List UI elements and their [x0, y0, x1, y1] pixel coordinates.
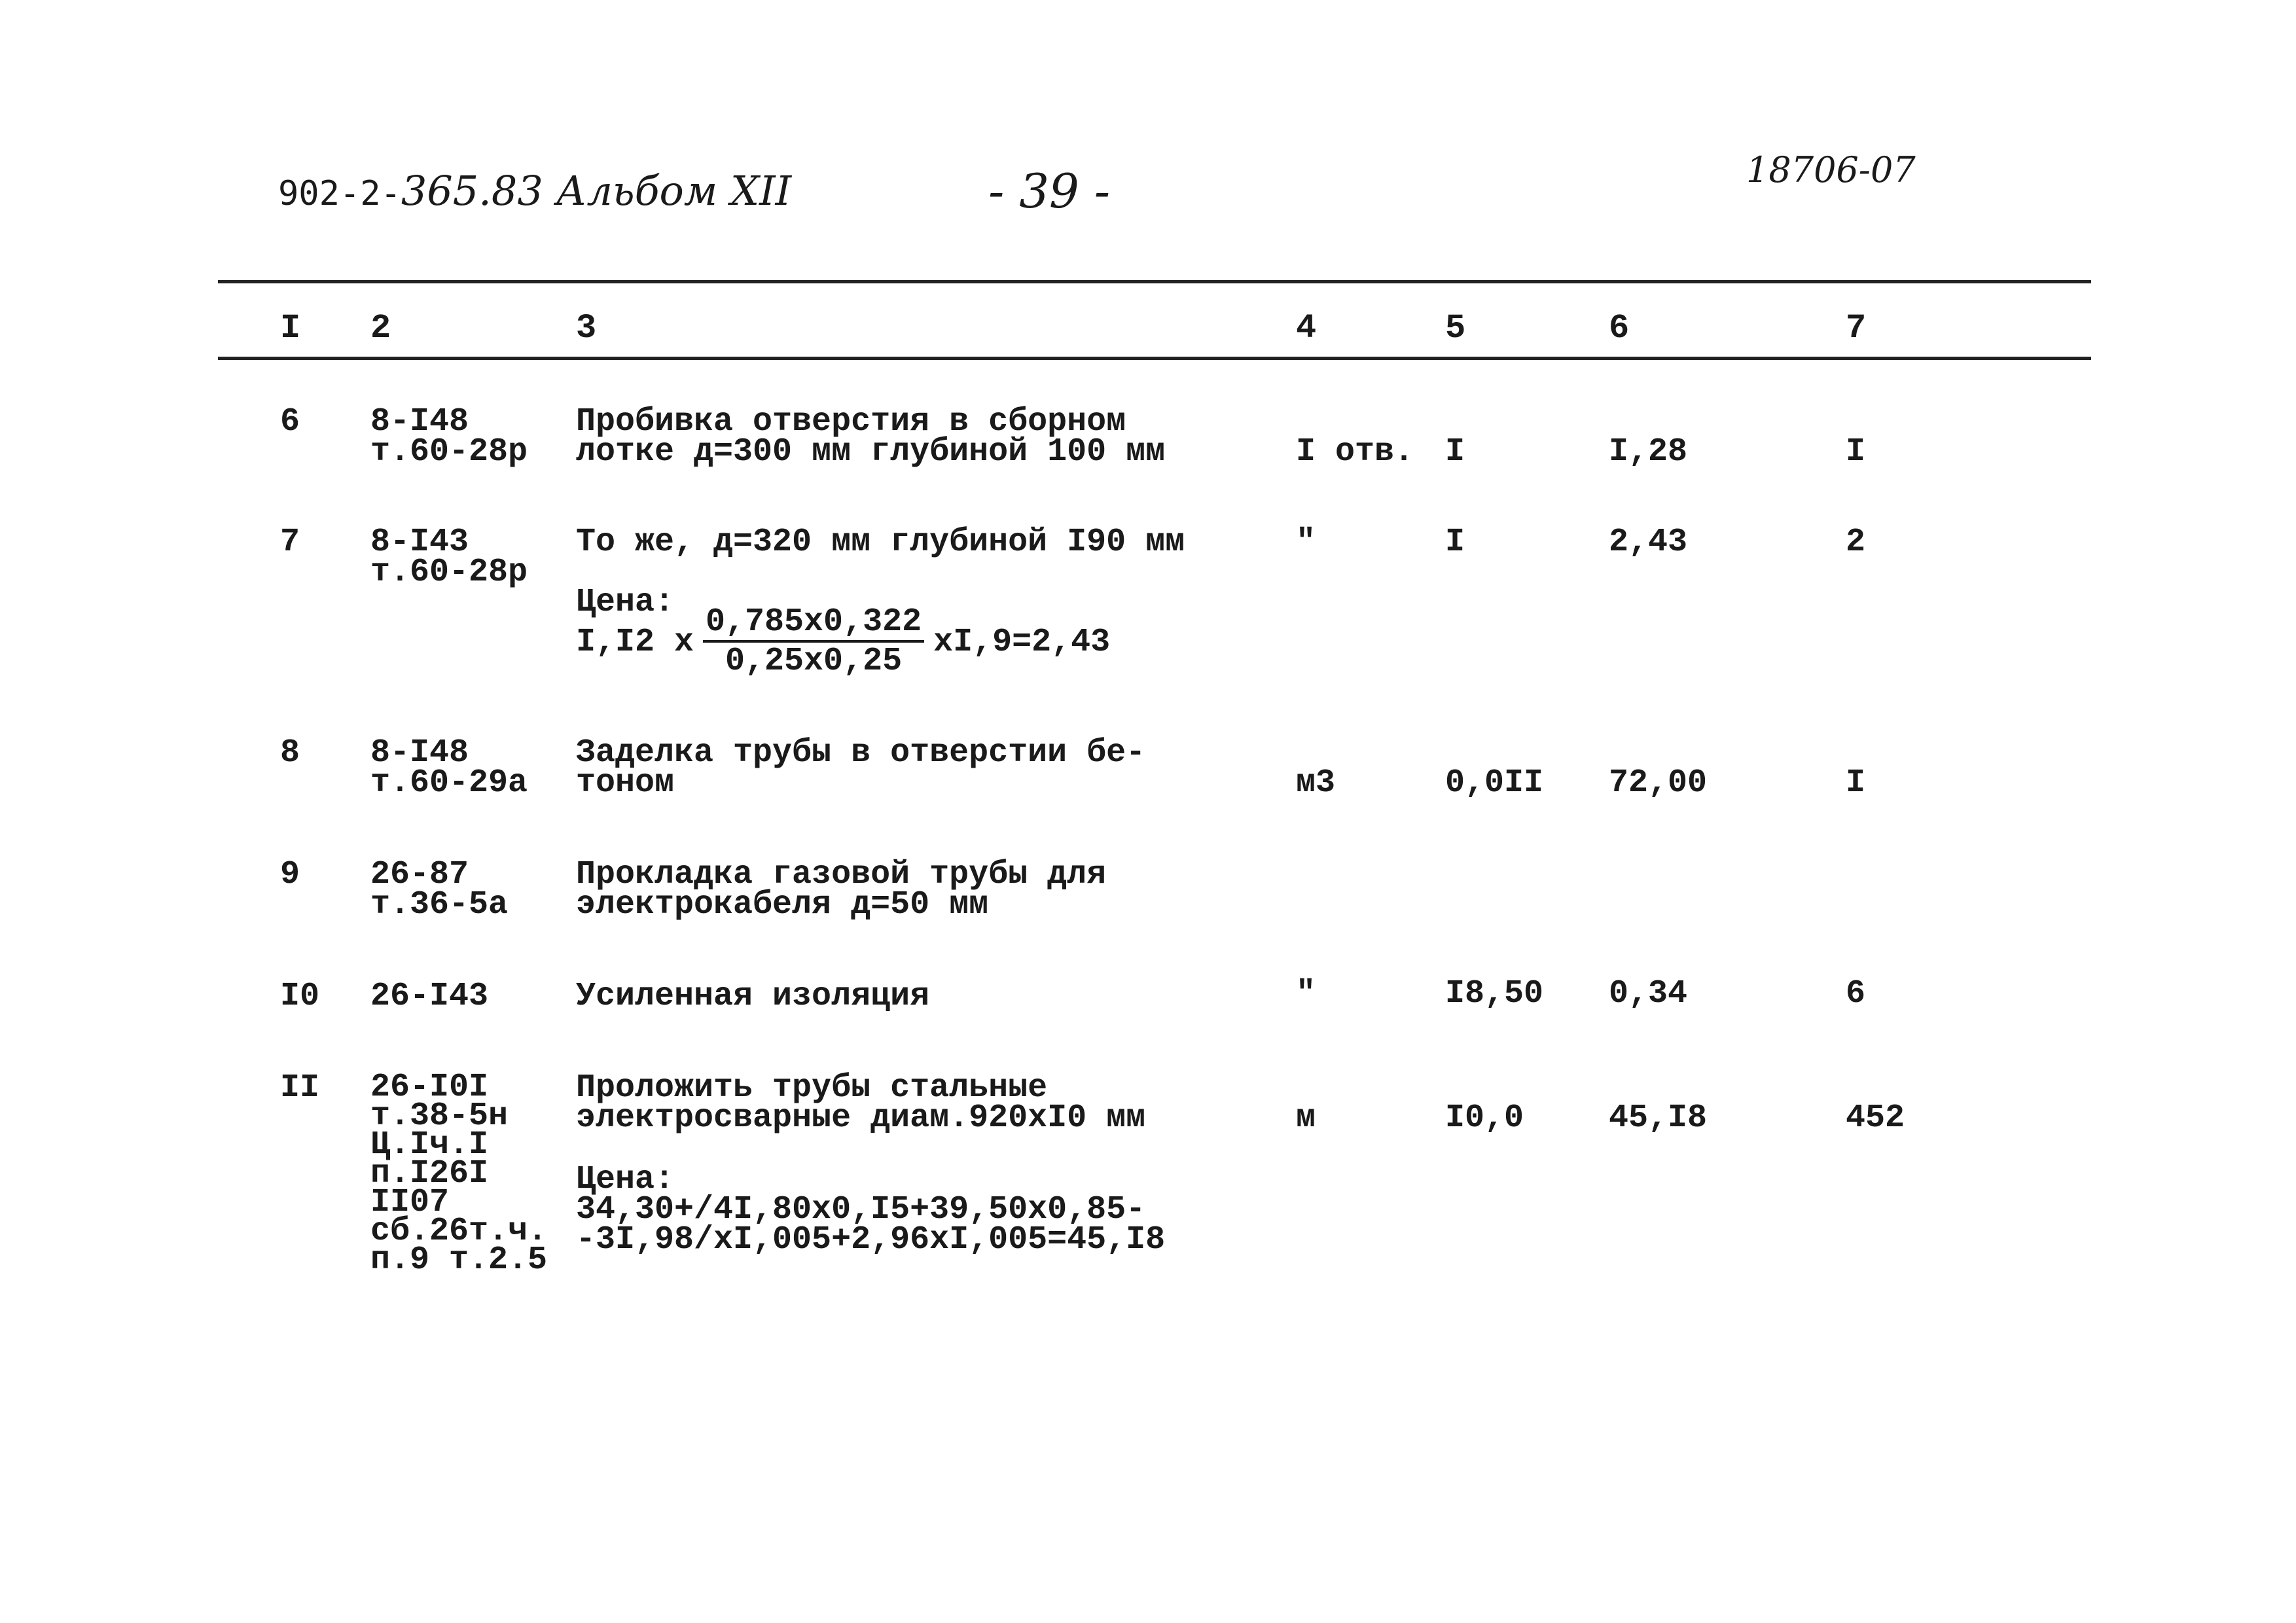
row-unit: ": [1296, 524, 1316, 561]
description-line: Заделка трубы в отверстии бе-: [576, 734, 1146, 772]
row-price: 45,I8: [1609, 1099, 1708, 1137]
price-calculation: [576, 584, 1111, 680]
row-quantity: 0,0II: [1445, 764, 1544, 802]
formula-suffix: xI,9=2,43: [933, 624, 1111, 662]
code-line: т.60-28р: [370, 554, 528, 591]
code-line: т.60-29а: [370, 764, 528, 802]
description-line: То же, д=320 мм глубиной I90 мм: [576, 524, 1185, 561]
row-unit: ": [1296, 975, 1316, 1012]
row-description: [576, 403, 1166, 471]
code-line: 26-87: [370, 856, 469, 893]
code-line: т.60-28р: [370, 433, 528, 471]
description-line: Проложить трубы стальные: [576, 1069, 1048, 1107]
row-total: 6: [1846, 975, 1866, 1012]
row-price: I,28: [1609, 433, 1688, 471]
description-line: Пробивка отверстия в сборном: [576, 403, 1126, 440]
code-line: п.9 т.2.5: [370, 1241, 548, 1279]
row-code: [370, 1069, 548, 1279]
row-description: [576, 524, 1185, 561]
price-label: Цена:: [576, 584, 675, 621]
row-number: 7: [280, 524, 300, 561]
code-line: т.38-5н: [370, 1097, 509, 1135]
row-quantity: I: [1445, 524, 1465, 561]
formula-prefix: I,I2 x: [576, 624, 694, 662]
row-description: [576, 734, 1146, 802]
column-header-4: 4: [1296, 309, 1317, 348]
table-top-rule: [218, 280, 2091, 283]
document-code: [278, 167, 791, 215]
code-line: Ц.Iч.I: [370, 1126, 489, 1164]
row-total: I: [1846, 764, 1866, 802]
row-quantity: I8,50: [1445, 975, 1544, 1012]
reference-number: 18706-07: [1746, 149, 1916, 190]
document-code-typed: 902-2-: [278, 174, 401, 213]
row-description: [576, 978, 930, 1015]
row-total: 2: [1846, 524, 1866, 561]
column-header-2: 2: [370, 309, 391, 348]
description-line: тоном: [576, 764, 675, 802]
code-line: п.I26I: [370, 1155, 489, 1192]
row-code: [370, 734, 528, 802]
code-line: 8-I43: [370, 524, 469, 561]
price-label: Цена:: [576, 1161, 675, 1198]
price-calculation: [576, 1161, 1166, 1258]
description-line: электросварные диам.920xI0 мм: [576, 1099, 1146, 1137]
row-total: 452: [1846, 1099, 1905, 1137]
row-unit: I отв.: [1296, 433, 1414, 471]
row-description: [576, 1069, 1146, 1137]
document-code-handwritten: 365.83 Альбом XII: [401, 167, 792, 215]
description-line: электрокабеля д=50 мм: [576, 886, 989, 923]
fraction-numerator: 0,785x0,322: [703, 607, 924, 643]
row-price: 72,00: [1609, 764, 1708, 802]
row-total: I: [1846, 433, 1866, 471]
row-description: [576, 856, 1107, 923]
page-number: - 39 -: [988, 164, 1111, 219]
column-header-6: 6: [1609, 309, 1630, 348]
row-code: [370, 856, 509, 923]
code-line: сб.26т.ч.: [370, 1213, 548, 1250]
code-line: II07: [370, 1184, 450, 1221]
description-line: Прокладка газовой трубы для: [576, 856, 1107, 893]
row-quantity: I: [1445, 433, 1465, 471]
row-unit: м3: [1296, 764, 1336, 802]
fraction-denominator: 0,25x0,25: [725, 643, 903, 680]
code-line: 26-I43: [370, 978, 489, 1015]
row-number: 6: [280, 403, 300, 440]
row-price: 2,43: [1609, 524, 1688, 561]
row-code: [370, 403, 528, 471]
row-number: 8: [280, 734, 300, 772]
row-code: [370, 524, 528, 591]
formula-fraction: [703, 603, 924, 680]
price-formula-line: 34,30+/4I,80x0,I5+39,50x0,85-: [576, 1191, 1146, 1228]
column-header-1: I: [280, 309, 301, 348]
price-formula: [576, 603, 1111, 680]
row-number: I0: [280, 978, 320, 1015]
code-line: 8-I48: [370, 403, 469, 440]
row-unit: м: [1296, 1099, 1316, 1137]
description-line: лотке д=300 мм глубиной 100 мм: [576, 433, 1166, 471]
code-line: т.36-5а: [370, 886, 509, 923]
column-header-7: 7: [1846, 309, 1867, 348]
price-formula-line: -3I,98/xI,005+2,96xI,005=45,I8: [576, 1221, 1166, 1258]
row-price: 0,34: [1609, 975, 1688, 1012]
table-header-rule: [218, 357, 2091, 360]
description-line: Усиленная изоляция: [576, 978, 930, 1015]
column-header-5: 5: [1445, 309, 1466, 348]
column-header-3: 3: [576, 309, 597, 348]
row-number: II: [280, 1069, 320, 1107]
row-quantity: I0,0: [1445, 1099, 1524, 1137]
code-line: 8-I48: [370, 734, 469, 772]
row-number: 9: [280, 856, 300, 893]
row-code: [370, 978, 489, 1015]
code-line: 26-I0I: [370, 1069, 489, 1106]
